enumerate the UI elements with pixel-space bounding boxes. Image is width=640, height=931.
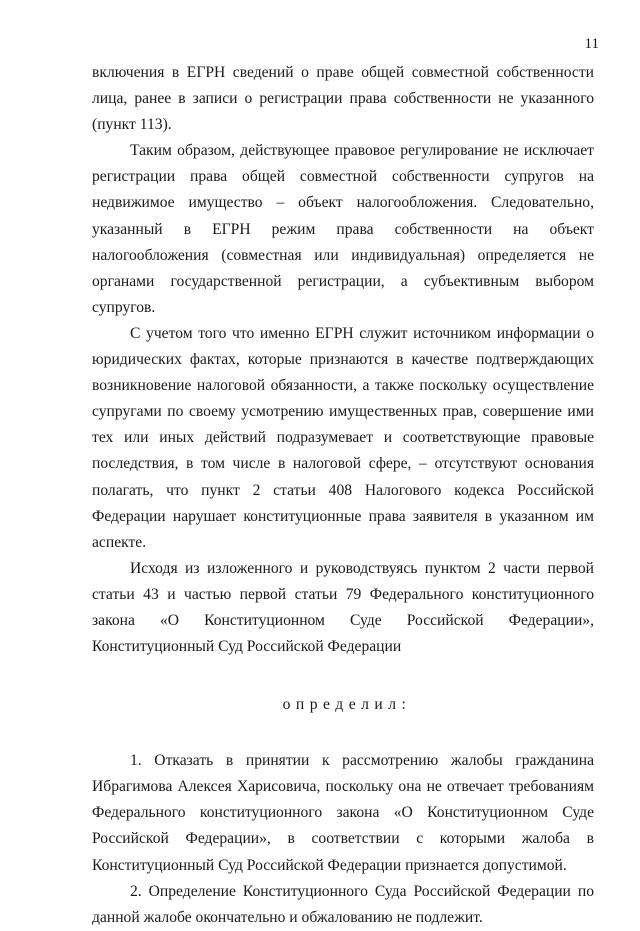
ruling-heading: определил: (282, 696, 412, 714)
paragraph-grounds: Исходя из изложенного и руководствуясь пунктом 2 части первой статьи 43 и частью первой статьи 79 Федерального конституционного закона «О Конституционном Суде Российской Федерации», Конституционный Суд Российской Федерации (92, 559, 594, 656)
ruling-item-2: 2. Определение Конституционного Суда Российской Федерации по данной жалобе окончательно и обжалованию не подлежит. (92, 882, 594, 926)
paragraph-egrn-source: С учетом того что именно ЕГРН служит источником информации о юридических фактах, которые признаются в качестве подтверждающих возникновение налоговой обязанности, а также поскольку осуществление супругами по своему усмотрению имущественных прав, совершение ими тех или иных действий подразумевает и соответствующие правовые последствия, в том числе в налоговой сфере, – отсутствуют основания полагать, что пункт 2 статьи 408 Налогового кодекса Российской Федерации нарушает конституционные права заявителя в указанном им аспекте. (92, 324, 594, 551)
paragraph-regulation: Таким образом, действующее правовое регулирование не исключает регистрации права общей совместной собственности супругов на недвижимое имущество – объект налогообложения. Следовательно, указанный в ЕГРН режим права собственности на объект налогообложения (совместная или индивидуальная) определяется не органами государственной регистрации, а субъективным выбором супругов. (92, 142, 594, 316)
page-number: 11 (584, 36, 599, 52)
document-body (92, 60, 594, 931)
paragraph-continuation: включения в ЕГРН сведений о праве общей совместной собственности лица, ранее в записи о регистрации права собственности не указанного (пункт 113). (92, 64, 594, 134)
ruling-item-1: 1. Отказать в принятии к рассмотрению жалобы гражданина Ибрагимова Алексея Харисовича, поскольку она не отвечает требованиям Федерального конституционного закона «О Конституционном Суде Российской Федерации», в соответствии с которыми жалоба в Конституционный Суд Российской Федерации признается допустимой. (92, 752, 594, 874)
